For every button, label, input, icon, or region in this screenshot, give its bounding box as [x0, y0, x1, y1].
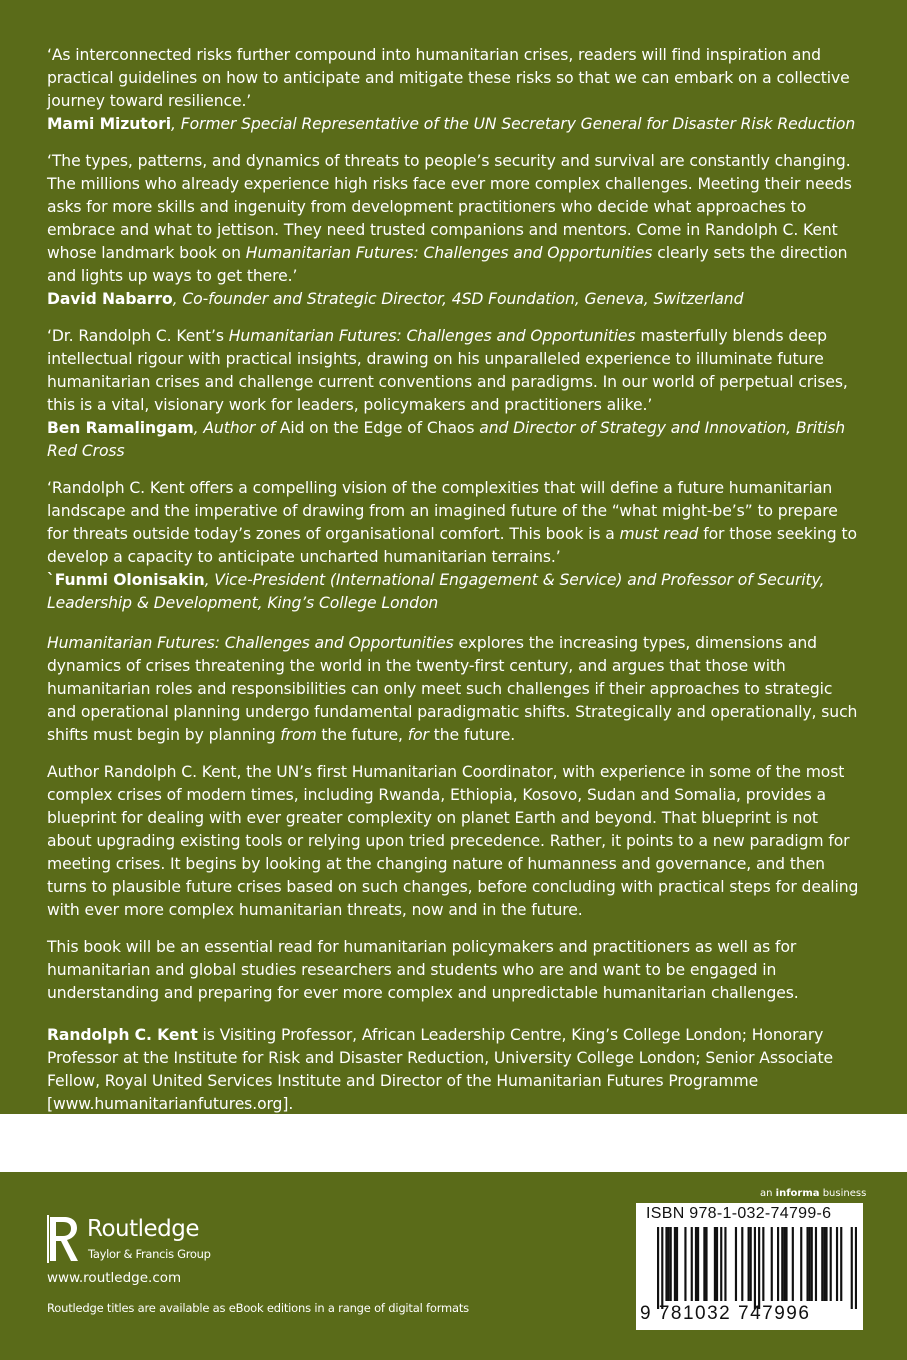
barcode-bar — [781, 1227, 783, 1301]
barcode-bar — [855, 1227, 857, 1309]
quote-text-part: ‘The types, patterns, and dynamics of threats to people’s security and survival are constantly changing. The millions who already experience high risks face ever more complex challenges. Meeting their needs asks for more skills and ingenuity from development practitioners who decide what approaches to embrace and what to jettison. They need trusted companions and mentors. Come in Randolph C. Kent whose landmark book on — [47, 152, 852, 262]
endorser-role: and Director of Strategy and Innovation, British Red Cross — [47, 419, 846, 460]
back-cover-text — [47, 44, 862, 1130]
quote-text: ‘As interconnected risks further compound into humanitarian crises, readers will find inspiration and practical guidelines on how to anticipate and mitigate these risks so that we can embark on a collective journey toward resilience.’ — [47, 46, 850, 110]
barcode-bar — [851, 1227, 853, 1309]
isbn-text: ISBN 978-1-032-74799-6 — [646, 1205, 832, 1222]
quote-text — [47, 150, 862, 288]
quote-attribution — [47, 417, 862, 463]
barcode-bar — [815, 1227, 817, 1301]
endorsement-quote — [47, 150, 862, 311]
barcode-bar — [836, 1227, 838, 1301]
barcode-bar — [792, 1227, 794, 1301]
informa-tagline — [760, 1188, 866, 1199]
emphasis-italic: must read — [619, 525, 699, 543]
endorser-role: , Author of — [193, 419, 280, 437]
barcode-bar — [783, 1227, 785, 1301]
barcode-bar — [716, 1227, 718, 1301]
endorser-role: , Co-founder and Strategic Director, 4SD Foundation, Geneva, Switzerland — [172, 290, 744, 308]
book-title-italic: Humanitarian Futures: Challenges and Opportunities — [228, 327, 636, 345]
quote-text — [47, 477, 862, 569]
endorser-name: `Funmi Olonisakin — [47, 571, 205, 589]
emphasis-italic: for — [407, 726, 429, 744]
barcode-bar — [714, 1227, 716, 1301]
barcode-bar — [705, 1227, 707, 1301]
quote-text-part: ‘Randolph C. Kent offers a compelling vision of the complexities that will define a future humanitarian landscape and the imperative of drawing from an imagined future of the “what might-be’s” to prepare for threats outside today’s zones of organisational comfort. This book is a — [47, 479, 838, 543]
informa-prefix: an — [760, 1188, 776, 1199]
barcode-bar — [661, 1227, 663, 1309]
barcode-bar — [697, 1227, 699, 1301]
paragraph-text: explores the increasing types, dimensions and dynamics of crises threatening the world in the twenty-first century, and argues that those with humanitarian roles and responsibilities can only meet such challenges if their approaches to strategic and operational planning undergo fundamental paradigmatic shifts. Strategically and operationally, such shifts must begin by planning — [47, 634, 858, 744]
barcode-bar — [777, 1227, 779, 1301]
barcode-bars — [657, 1227, 857, 1309]
barcode-bar — [695, 1227, 697, 1301]
quote-text — [47, 325, 862, 417]
quote-text-part: clearly sets the direction and lights up ways to get there.’ — [47, 244, 848, 285]
barcode-bar — [741, 1227, 743, 1301]
author-bio-text: is Visiting Professor, African Leadership Centre, King’s College London; Honorary Professor at the Institute for Risk and Disaster Reduction, University College London; Senior Associate Fellow, Royal United Services Institute and Director of the Humanitarian Futures Programme [www.humanitarianfutures.org]. — [47, 1026, 833, 1113]
quote-attribution — [47, 113, 862, 136]
barcode-bar — [806, 1227, 808, 1301]
endorser-name: Ben Ramalingam — [47, 419, 194, 437]
barcode-bar — [720, 1227, 722, 1301]
quote-text-part: masterfully blends deep intellectual rigour with practical insights, drawing on his unparalleled experience to illuminate future humanitarian crises and challenge current conventions and paradigms. In our world of perpetual crises, this is a vital, visionary work for leaders, policymakers and practitioners alike.’ — [47, 327, 848, 414]
barcode-bar — [665, 1227, 667, 1301]
emphasis-italic: from — [280, 726, 317, 744]
barcode-bar — [830, 1227, 832, 1301]
endorser-name: David Nabarro — [47, 290, 173, 308]
description-paragraph: This book will be an essential read for humanitarian policymakers and practitioners as well as for humanitarian and global studies researchers and students who are and want to be engaged in understanding and preparing for ever more complex and unpredictable humanitarian challenges. — [47, 938, 799, 1002]
barcode-bar — [724, 1227, 726, 1301]
barcode-bar — [748, 1227, 750, 1301]
barcode-bar — [785, 1227, 787, 1301]
barcode-bar — [809, 1227, 811, 1301]
barcode-bar — [670, 1227, 672, 1301]
barcode-bar — [676, 1227, 678, 1301]
author-name: Randolph C. Kent — [47, 1026, 198, 1044]
barcode-bar — [758, 1227, 760, 1309]
quote-text-part: for those seeking to develop a capacity to anticipate uncharted humanitarian terrains.’ — [47, 525, 857, 566]
endorser-book-title: Aid on the Edge of Chaos — [279, 419, 475, 437]
barcode-bar — [823, 1227, 825, 1301]
routledge-logo — [47, 1213, 277, 1273]
barcode-bar — [668, 1227, 670, 1301]
barcode-bar — [684, 1227, 686, 1301]
informa-suffix: business — [819, 1188, 867, 1199]
paragraph-text: the future. — [428, 726, 516, 744]
description-paragraph: Author Randolph C. Kent, the UN’s first Humanitarian Coordinator, with experience in some of the most complex crises of modern times, including Rwanda, Ethiopia, Kosovo, Sudan and Somalia, provides a blueprint for dealing with ever greater complexity on planet Earth and beyond. That blueprint is not about upgrading existing tools or relying upon tried precedence. Rather, it points to a new paradigm for meeting crises. It begins by looking at the changing nature of humanness and governance, and then turns to plausible future crises based on such changes, before concluding with practical steps for dealing with ever more complex humanitarian threats, now and in the future. — [47, 763, 859, 919]
endorser-role: , Vice-President (International Engagement & Service) and Professor of Security, Leadership & Development, King’s College London — [47, 571, 825, 612]
quote-text-part: ‘Dr. Randolph C. Kent’s — [47, 327, 229, 345]
description-paragraph — [47, 632, 862, 747]
barcode-bar — [703, 1227, 705, 1301]
barcode-bar — [811, 1227, 813, 1301]
paragraph-text: the future, — [316, 726, 408, 744]
endorsement-quote — [47, 325, 862, 463]
book-title-italic: Humanitarian Futures: Challenges and Opportunities — [245, 244, 653, 262]
book-title-italic: Humanitarian Futures: Challenges and Opportunities — [47, 634, 454, 652]
barcode-bar — [771, 1227, 773, 1301]
endorsement-quote — [47, 477, 862, 615]
quote-attribution — [47, 569, 862, 615]
endorser-name: Mami Mizutori — [47, 115, 172, 133]
publisher-website[interactable]: www.routledge.com — [47, 1270, 182, 1286]
publisher-name: Routledge — [87, 1216, 200, 1242]
barcode-bar — [800, 1227, 802, 1301]
barcode-bar — [735, 1227, 737, 1301]
routledge-r-icon — [47, 1213, 83, 1265]
quote-attribution — [47, 288, 862, 311]
barcode-bar — [657, 1227, 659, 1309]
isbn-barcode — [636, 1203, 863, 1330]
barcode-bar — [691, 1227, 693, 1301]
informa-brand: informa — [775, 1188, 820, 1199]
barcode-bar — [754, 1227, 756, 1309]
barcode-bar — [840, 1227, 842, 1301]
barcode-bar — [674, 1227, 676, 1301]
endorsement-quote — [47, 44, 862, 136]
barcode-bar — [762, 1227, 764, 1301]
barcode-bar — [821, 1227, 823, 1301]
publisher-group: Taylor & Francis Group — [88, 1247, 211, 1261]
barcode-bar — [750, 1227, 752, 1301]
barcode-bar — [825, 1227, 827, 1301]
ebook-note: Routledge titles are available as eBook editions in a range of digital formats — [47, 1301, 469, 1315]
endorser-role: , Former Special Representative of the UN Secretary General for Disaster Risk Reduction — [171, 115, 856, 133]
author-bio — [47, 1024, 862, 1116]
barcode-digits: 9 781032 747996 — [640, 1303, 811, 1324]
